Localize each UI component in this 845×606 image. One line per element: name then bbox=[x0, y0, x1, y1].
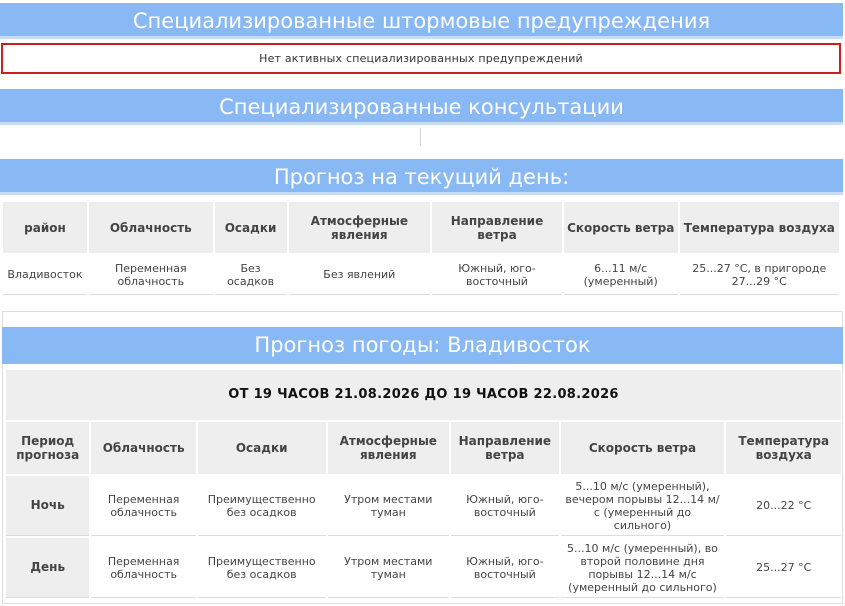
cell-phenomena: Без явлений bbox=[289, 255, 431, 295]
cell-cloudiness: Переменная облачность bbox=[89, 255, 213, 295]
column-header-phenomena: Атмосферные явления bbox=[328, 422, 450, 474]
cell-temperature: 25...27 °C bbox=[726, 538, 841, 598]
city-forecast-header: Прогноз погоды: Владивосток bbox=[2, 327, 843, 364]
column-header-phenomena: Атмосферные явления bbox=[289, 202, 431, 253]
cell-period: Ночь bbox=[6, 476, 89, 536]
column-header-wind-speed: Скорость ветра bbox=[561, 422, 725, 474]
cell-phenomena: Утром местами туман bbox=[328, 476, 450, 536]
column-header-precipitation: Осадки bbox=[198, 422, 326, 474]
today-forecast-header: Прогноз на текущий день: bbox=[0, 159, 843, 195]
cell-wind-speed: 5...10 м/с (умеренный), во второй половине дня порывы 12...14 м/с (умеренный до сильного) bbox=[561, 538, 725, 598]
column-header-wind-direction: Направление ветра bbox=[432, 202, 562, 253]
column-header-cloudiness: Облачность bbox=[91, 422, 196, 474]
column-header-cloudiness: Облачность bbox=[89, 202, 213, 253]
cell-wind-direction: Южный, юго-восточный bbox=[432, 255, 562, 295]
column-header-district: район bbox=[3, 202, 87, 253]
cell-district: Владивосток bbox=[3, 255, 87, 295]
column-header-temperature: Температура воздуха bbox=[680, 202, 839, 253]
table-row-night bbox=[6, 476, 841, 536]
table-row-day bbox=[6, 538, 841, 598]
table-header-row bbox=[6, 422, 841, 474]
cell-temperature: 25...27 °C, в пригороде 27...29 °C bbox=[680, 255, 839, 295]
cell-phenomena: Утром местами туман bbox=[328, 538, 450, 598]
cell-precipitation: Преимущественно без осадков bbox=[198, 476, 326, 536]
cell-cloudiness: Переменная облачность bbox=[91, 538, 196, 598]
forecast-period: ОТ 19 ЧАСОВ 21.08.2026 ДО 19 ЧАСОВ 22.08.2026 bbox=[6, 370, 841, 420]
consultations-divider bbox=[420, 128, 421, 146]
no-alerts-message: Нет активных специализированных предупреждений bbox=[1, 43, 841, 74]
table-header-row bbox=[3, 202, 839, 253]
cell-wind-direction: Южный, юго-восточный bbox=[451, 476, 559, 536]
cell-precipitation: Без осадков bbox=[215, 255, 287, 295]
column-header-precipitation: Осадки bbox=[215, 202, 287, 253]
cell-wind-direction: Южный, юго-восточный bbox=[451, 538, 559, 598]
cell-wind-speed: 6...11 м/с (умеренный) bbox=[564, 255, 678, 295]
column-header-period: Период прогноза bbox=[6, 422, 89, 474]
today-forecast-table bbox=[1, 200, 841, 297]
column-header-wind-speed: Скорость ветра bbox=[564, 202, 678, 253]
city-forecast-table bbox=[4, 420, 843, 600]
storm-warnings-header: Специализированные штормовые предупреждения bbox=[0, 3, 843, 39]
cell-temperature: 20...22 °C bbox=[726, 476, 841, 536]
cell-precipitation: Преимущественно без осадков bbox=[198, 538, 326, 598]
cell-cloudiness: Переменная облачность bbox=[91, 476, 196, 536]
consultations-header: Специализированные консультации bbox=[0, 89, 843, 125]
column-header-temperature: Температура воздуха bbox=[726, 422, 841, 474]
cell-period: День bbox=[6, 538, 89, 598]
table-row bbox=[3, 255, 839, 295]
cell-wind-speed: 5...10 м/с (умеренный), вечером порывы 12...14 м/с (умеренный до сильного) bbox=[561, 476, 725, 536]
column-header-wind-direction: Направление ветра bbox=[451, 422, 559, 474]
